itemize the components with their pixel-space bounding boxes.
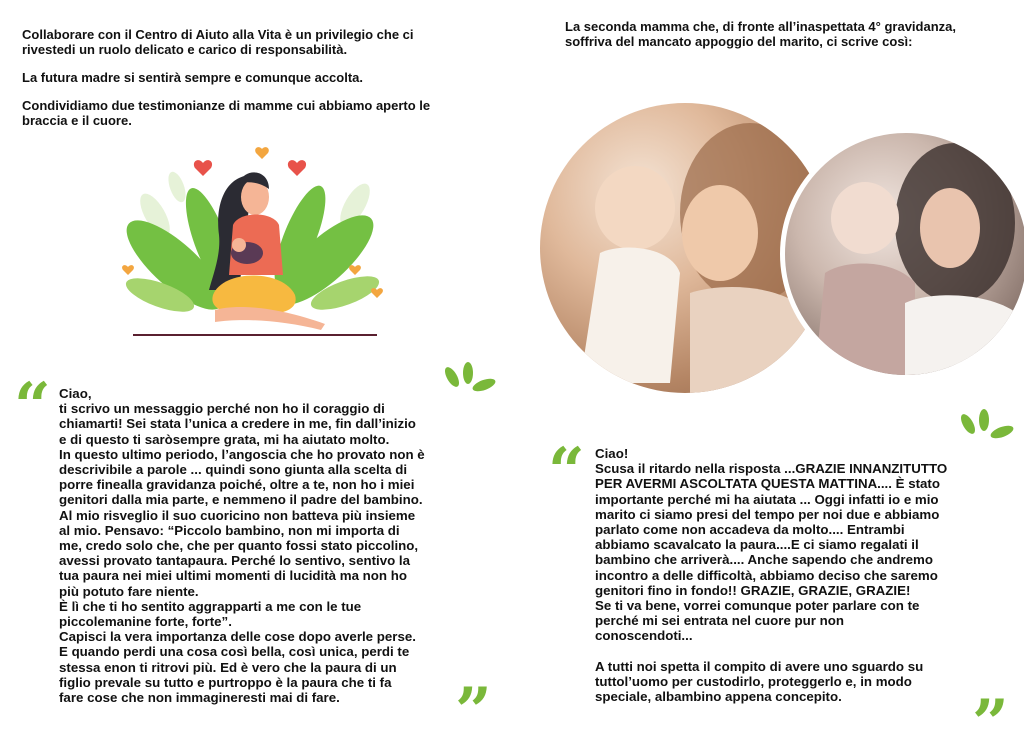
letter-line: conoscendoti... — [595, 628, 693, 644]
letter-line: fare cose che non immagineresti mai di fare. — [59, 690, 340, 706]
letter-line — [595, 644, 947, 659]
letter-line: ti scrivo un messaggio perché non ho il coraggio di — [59, 401, 385, 417]
testimony-letter-2 — [595, 446, 947, 704]
right-intro-line: soffriva del mancato appoggio del marito, ci scrive così: — [565, 34, 913, 49]
letter-line: parlato come non accadeva da molto.... Entrambi — [595, 522, 905, 538]
letter-line: Capisci la vera importanza delle cose dopo averle perse. — [59, 629, 416, 645]
letter-line: PER AVERMI ASCOLTATA QUESTA MATTINA.... È stato — [595, 476, 940, 492]
letter-line: marito ci siamo presi del tempo per noi due e abbiamo — [595, 506, 940, 522]
letter-line: descrivibile a parole ... quindi sono giunta alla scelta di — [59, 462, 408, 478]
letter-line: stessa enon ti ritrovi più. Ed è vero che la paura di un — [59, 659, 397, 675]
letter-line: Ciao! — [595, 446, 629, 461]
letter-line: Scusa il ritardo nella risposta ...GRAZIE INNANZITUTTO — [595, 461, 948, 477]
testimony-letter-1 — [59, 386, 425, 705]
letter-line: Ciao, — [59, 386, 92, 401]
letter-line: bambino che arriverà.... Anche sapendo che andremo — [595, 552, 933, 568]
letter-line: tua paura nei miei ultimi momenti di lucidità ma non ho — [59, 568, 407, 584]
close-quote-icon: ” — [455, 680, 492, 720]
letter-line: perché mi sei entrata nel cuore pur non — [595, 613, 845, 629]
open-quote-icon: “ — [14, 375, 51, 415]
letter-line: e di questo ti saròsempre grata, mi ha aiutato molto. — [59, 431, 390, 447]
letter-line: speciale, albambino appena concepito. — [595, 689, 842, 705]
letter-line: piccolemanine forte, forte”. — [59, 614, 232, 630]
intro-paragraph-1: Collaborare con il Centro di Aiuto alla Vita è un privilegio che ci rivestedi un ruolo delicato e carico di responsabilità. — [22, 27, 414, 57]
close-quote-icon: ” — [972, 692, 1009, 732]
intro-paragraph-3: Condividiamo due testimonianze di mamme cui abbiamo aperto le braccia e il cuore. — [22, 98, 431, 128]
letter-line: È lì che ti ho sentito aggrapparti a me con le tue — [59, 598, 362, 614]
mother-infant-photo — [780, 128, 1024, 380]
letter-line: genitori fino in fondo!! GRAZIE, GRAZIE, GRAZIE! — [595, 582, 911, 598]
open-quote-icon: “ — [548, 440, 585, 480]
letter-line: me, credo solo che, che per quanto fossi stato piccolino, — [59, 538, 419, 554]
right-intro-line: La seconda mamma che, di fronte all’inaspettata 4° gravidanza, — [565, 19, 956, 34]
letter-line: genitori dalla mia parte, e nemmeno il padre del bambino. — [59, 492, 423, 508]
leaves-icon — [958, 408, 1018, 442]
intro-paragraph-2: La futura madre si sentirà sempre e comunque accolta. — [22, 70, 364, 85]
left-intro — [22, 27, 462, 141]
letter-line: A tutti noi spetta il compito di avere uno sguardo su — [595, 658, 924, 674]
letter-line: porre finealla gravidanza poiché, oltre a te, non ho i miei — [59, 477, 415, 493]
right-intro — [565, 19, 1005, 49]
letter-line: figlio prevale su tutto e purtroppo è la paura che ti fa — [59, 674, 392, 690]
letter-line: Al mio risveglio il suo cuoricino non batteva più insieme — [59, 507, 416, 523]
breastfeeding-mother-illustration — [115, 145, 395, 345]
letter-line: In questo ultimo periodo, l’angoscia che ho provato non è — [59, 446, 425, 462]
letter-line: più potuto fare niente. — [59, 583, 199, 599]
letter-line: al mio. Pensavo: “Piccolo bambino, non mi importa di — [59, 522, 400, 538]
letter-line: E quando perdi una cosa così bella, così unica, perdi te — [59, 644, 410, 660]
letter-line: importante perché mi ha aiutata ... Oggi infatti io e mio — [595, 491, 939, 507]
letter-line: avessi provato tantapaura. Perché lo sentivo, sentivo la — [59, 553, 411, 569]
letter-line: chiamarti! Sei stata l’unica a credere in me, fin dall’inizio — [59, 416, 416, 432]
letter-line: incontro a delle difficoltà, abbiamo deciso che saremo — [595, 567, 938, 583]
letter-line: tuttol’uomo per custodirlo, proteggerlo e, in modo — [595, 673, 912, 689]
leaves-icon — [438, 361, 498, 395]
letter-line: Se ti va bene, vorrei comunque poter parlare con te — [595, 598, 920, 614]
letter-line: abbiamo scavalcato la paura....E ci siamo regalati il — [595, 537, 919, 553]
